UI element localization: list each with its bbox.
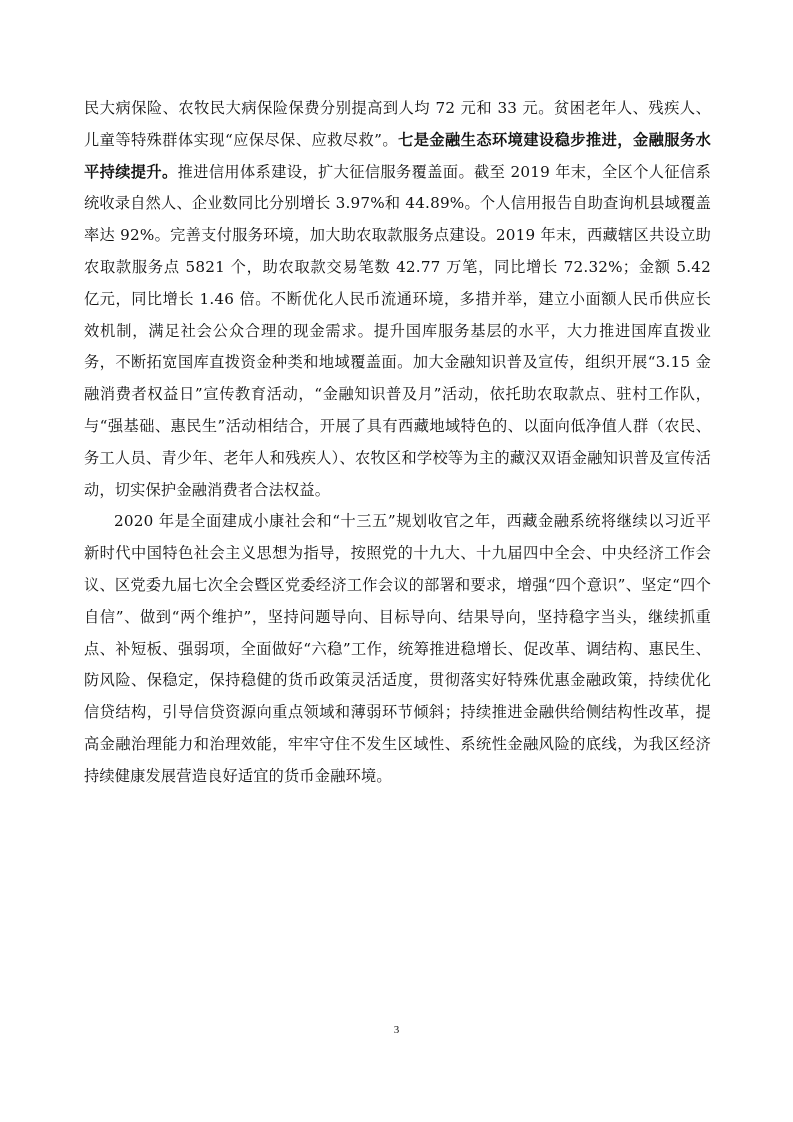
paragraph-text-before: 民大病保险、农牧民大病保险保费分别提高到人均 72 元和 33 元。贫困老年人、残疾人、儿童等特殊群体实现“应保尽保、应救尽救”。 <box>84 99 711 149</box>
body-text <box>84 93 711 793</box>
bold-heading-sentence: 七是金融生态环境建设稳步推进，金融服务水平持续提升。 <box>84 130 711 181</box>
paragraph-outlook-2020: 2020 年是全面建成小康社会和“十三五”规划收官之年，西藏金融系统将继续以习近平新时代中国特色社会主义思想为指导，按照党的十九大、十九届四中全会、中央经济工作会议、区党委九届七次全会暨区党委经济工作会议的部署和要求，增强“四个意识”、坚定“四个自信”、做到“两个维护”，坚持问题导向、目标导向、结果导向，坚持稳字当头，继续抓重点、补短板、强弱项，全面做好“六稳”工作，统筹推进稳增长、促改革、调结构、惠民生、防风险、保稳定，保持稳健的货币政策灵活适度，贯彻落实好特殊优惠金融政策，持续优化信贷结构，引导信贷资源向重点领域和薄弱环节倾斜；持续推进金融供给侧结构性改革，提高金融治理能力和治理效能，牢牢守住不发生区域性、系统性金融风险的底线，为我区经济持续健康发展营造良好适宜的货币金融环境。 <box>84 512 711 785</box>
page-number: 3 <box>393 1024 400 1036</box>
paragraph-continuation <box>84 93 711 506</box>
paragraph-text-after: 推进信用体系建设，扩大征信服务覆盖面。截至 2019 年末，全区个人征信系统收录自然人、企业数同比分别增长 3.97%和 44.89%。个人信用报告自助查询机县域覆盖率达 92%。完善支付服务环境，加大助农取款服务点建设。2019 年末，西藏辖区共设立助农取款服务点 5821 个，助农取款交易笔数 42.77 万笔，同比增长 72.32%；金额 5.42 亿元，同比增长 1.46 倍。不断优化人民币流通环境，多措并举，建立小面额人民币供应长效机制，满足社会公众合理的现金需求。提升国库服务基层的水平，大力推进国库直拨业务，不断拓宽国库直拨资金种类和地域覆盖面。加大金融知识普及宣传，组织开展“3.15 金融消费者权益日”宣传教育活动，“金融知识普及月”活动，依托助农取款点、驻村工作队，与“强基础、惠民生”活动相结合，开展了具有西藏地域特色的、以面向低净值人群（农民、务工人员、青少年、老年人和残疾人）、农牧区和学校等为主的藏汉双语金融知识普及宣传活动，切实保护金融消费者合法权益。 <box>84 162 711 499</box>
